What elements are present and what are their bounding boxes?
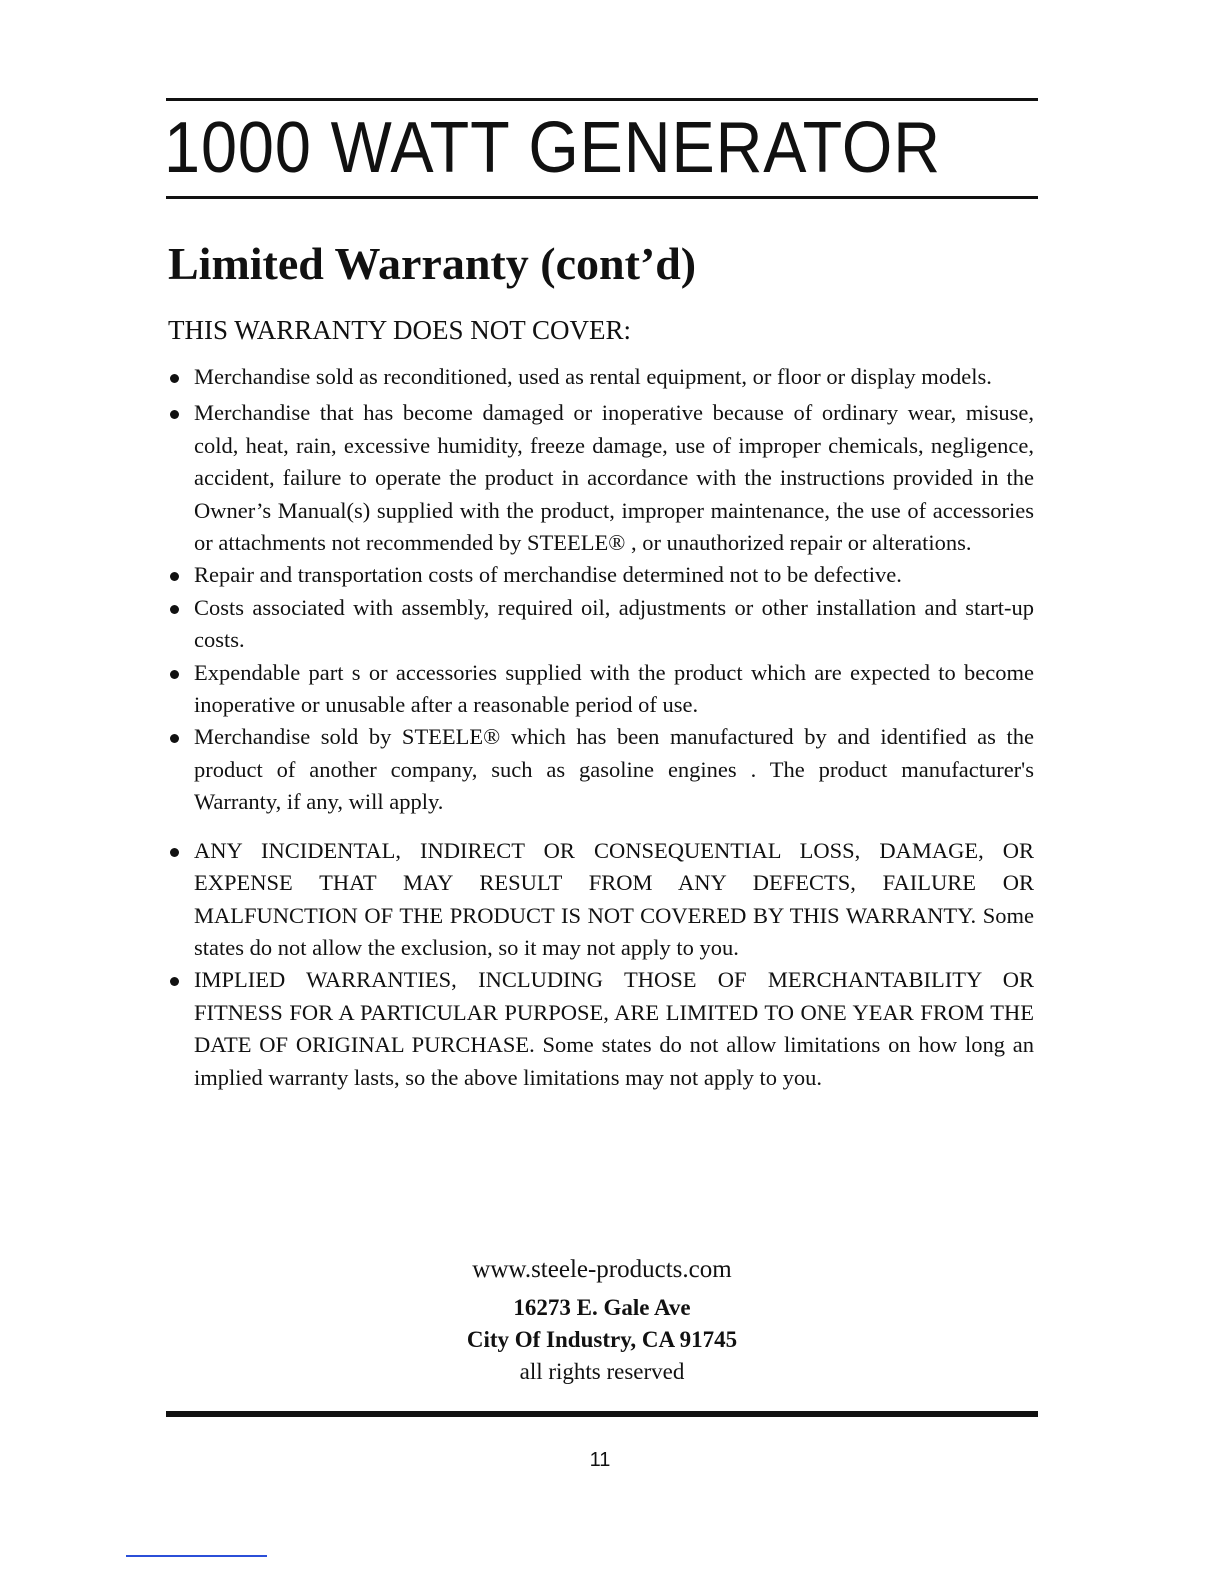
list-item-text: Merchandise sold as reconditioned, used as rental equipment, or floor or display models. xyxy=(194,364,992,389)
page-title: 1000 WATT GENERATOR xyxy=(164,108,941,188)
exclusions-list xyxy=(168,361,1034,1094)
title-underline xyxy=(166,196,1038,199)
list-item xyxy=(168,721,1034,818)
bullet-icon xyxy=(170,410,179,419)
website-link[interactable]: www.steele-products.com xyxy=(472,1256,732,1283)
list-item xyxy=(168,361,1034,393)
corner-mark xyxy=(126,1555,267,1557)
bullet-icon xyxy=(170,670,179,679)
list-item xyxy=(168,964,1034,1094)
top-rule xyxy=(166,98,1038,101)
list-item-text: IMPLIED WARRANTIES, INCLUDING THOSE OF MERCHANTABILITY OR FITNESS FOR A PARTICULAR PURPOSE, ARE LIMITED TO ONE YEAR FROM THE DATE OF ORIGINAL PURCHASE. Some states do not allow limitations on how long an implied warranty lasts, so the above limitations may not apply to you. xyxy=(194,967,1034,1090)
bottom-rule xyxy=(166,1411,1038,1417)
bullet-icon xyxy=(170,374,179,383)
rights-notice: all rights reserved xyxy=(519,1359,685,1384)
list-item-text: Merchandise that has become damaged or inoperative because of ordinary wear, misuse, cold, heat, rain, excessive humidity, freeze damage, use of improper chemicals, negligence, accident, failure to operate the product in accordance with the instructions provided in the Owner’s Manual(s) supplied with the product, improper maintenance, the use of accessories or attachments not recommended by STEELE® , or unauthorized repair or alterations. xyxy=(194,400,1034,556)
list-item-text: Expendable part s or accessories supplied with the product which are expected to become inoperative or unusable after a reasonable period of use. xyxy=(194,659,1034,718)
list-item-text: Repair and transportation costs of merchandise determined not to be defective. xyxy=(194,562,902,588)
bullet-icon xyxy=(170,734,179,743)
list-item xyxy=(168,559,1034,591)
page-number: 11 xyxy=(589,1449,611,1471)
list-item-text: Merchandise sold by STEELE® which has been manufactured by and identified as the product of another company, such as gasoline engines . The product manufacturer's Warranty, if any, will apply. xyxy=(194,724,1034,815)
bullet-icon xyxy=(170,572,179,581)
list-item xyxy=(168,592,1034,657)
list-item xyxy=(168,657,1034,722)
section-title: Limited Warranty (cont’d) xyxy=(168,238,697,289)
cover-heading: THIS WARRANTY DOES NOT COVER: xyxy=(168,315,632,345)
bullet-icon xyxy=(170,605,179,614)
list-item-text: ANY INCIDENTAL, INDIRECT OR CONSEQUENTIAL LOSS, DAMAGE, OR EXPENSE THAT MAY RESULT FROM ANY DEFECTS, FAILURE OR MALFUNCTION OF THE PRODUCT IS NOT COVERED BY THIS WARRANTY. Some states do not allow the exclusion, so it may not apply to you. xyxy=(194,837,1034,960)
list-item-text: Costs associated with assembly, required oil, adjustments or other installation and start-up costs. xyxy=(194,594,1034,653)
address-line-2: City Of Industry, CA 91745 xyxy=(466,1327,738,1352)
address-line-1: 16273 E. Gale Ave xyxy=(513,1295,691,1320)
list-item xyxy=(168,397,1034,559)
bullet-icon xyxy=(170,977,179,986)
list-item xyxy=(168,835,1034,965)
bullet-icon xyxy=(170,848,179,857)
